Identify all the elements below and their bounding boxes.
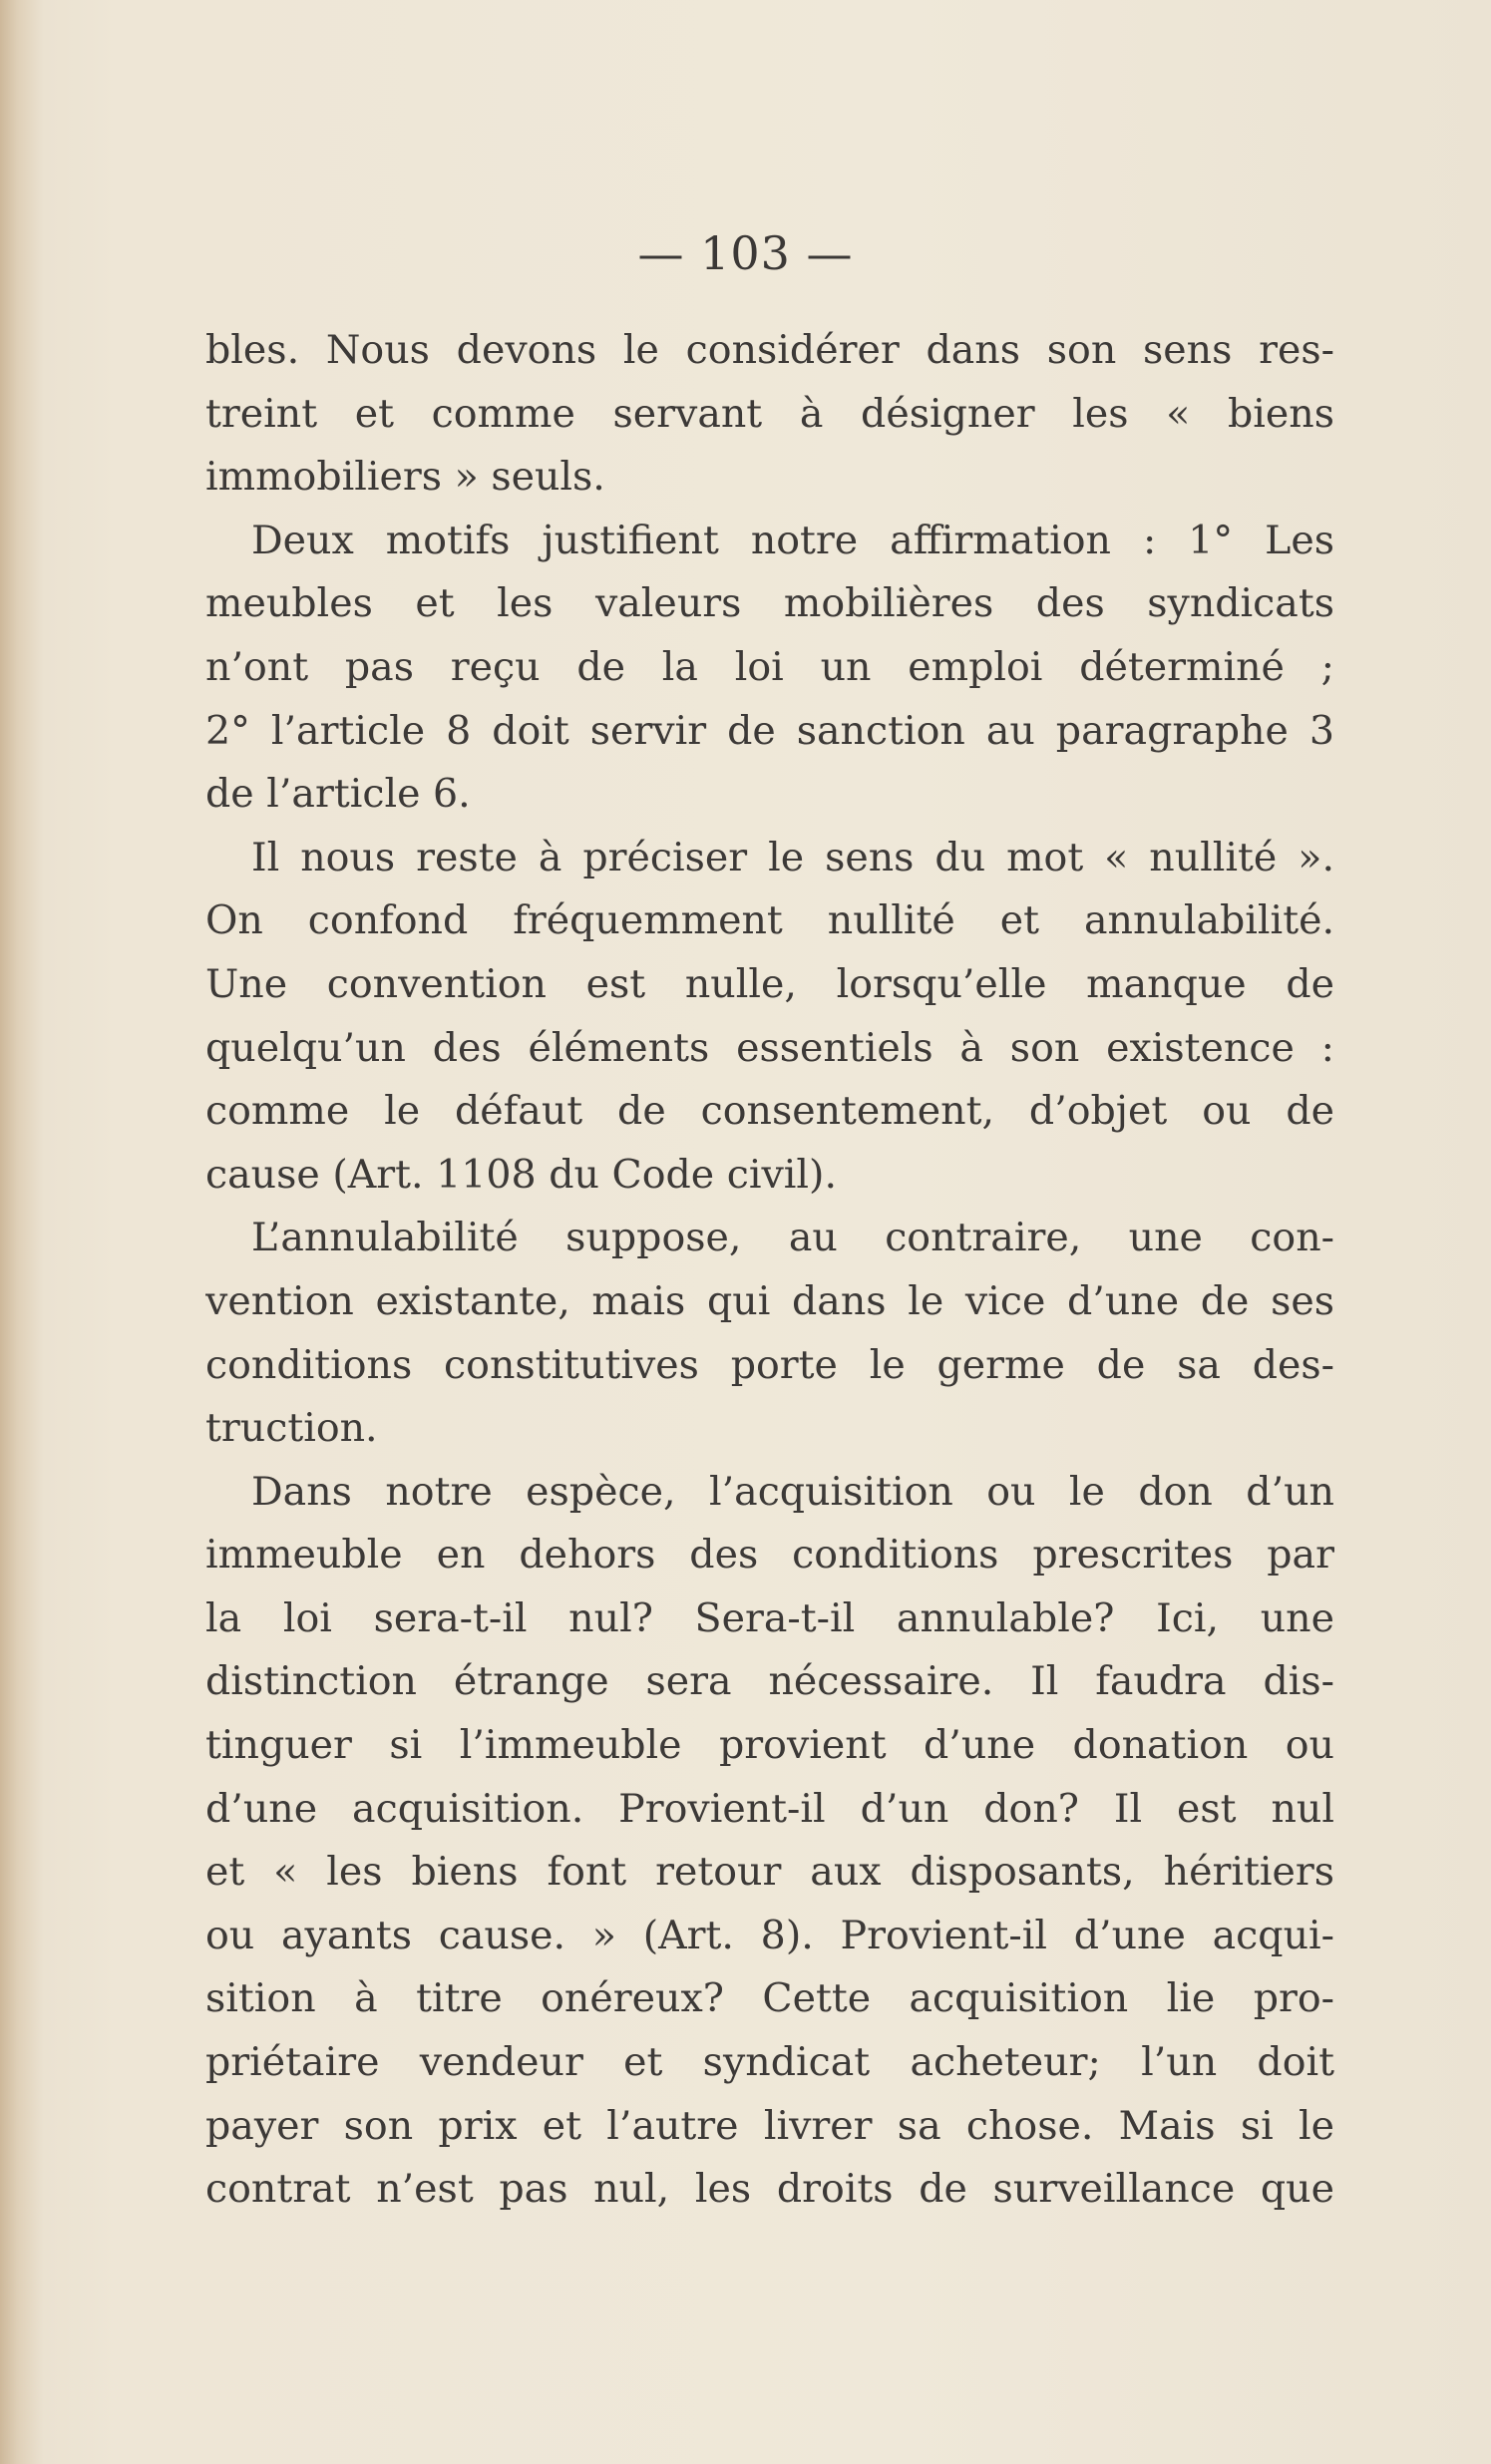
text-line: de l’article 6. [205, 771, 471, 818]
text-line: conditions constitutives porte le germe de sa des- [205, 1341, 1334, 1388]
text-line: cause (Art. 1108 du Code civil). [205, 1151, 838, 1198]
text-line: Une convention est nulle, lorsqu’elle manque de [205, 960, 1334, 1007]
text-line: meubles et les valeurs mobilières des syndicats [205, 580, 1334, 627]
text-line: tinguer si l’immeuble provient d’une donation ou [205, 1722, 1334, 1769]
text-line: treint et comme servant à désigner les « biens [205, 390, 1334, 437]
text-line: d’une acquisition. Provient-il d’un don? Il est nul [205, 1785, 1334, 1832]
text-line: payer son prix et l’autre livrer sa chose. Mais si le [205, 2102, 1334, 2149]
page-number: — 103 — [637, 226, 854, 280]
text-line: comme le défaut de consentement, d’objet ou de [205, 1088, 1334, 1135]
text-line: sition à titre onéreux? Cette acquisition lie pro- [205, 1975, 1334, 2022]
text-line: distinction étrange sera nécessaire. Il faudra dis- [205, 1658, 1334, 1705]
text-line: Il nous reste à préciser le sens du mot « nullité ». [251, 834, 1334, 880]
text-line: 2° l’article 8 doit servir de sanction au paragraphe 3 [205, 707, 1334, 754]
text-line: vention existante, mais qui dans le vice d’une de ses [205, 1277, 1334, 1324]
text-line: n’ont pas reçu de la loi un emploi déterminé ; [205, 643, 1334, 690]
text-line: truction. [205, 1405, 378, 1452]
text-line: On confond fréquemment nullité et annulabilité. [205, 897, 1334, 944]
text-line: priétaire vendeur et syndicat acheteur; l’un doit [205, 2039, 1334, 2086]
text-line: L’annulabilité suppose, au contraire, une con- [251, 1215, 1334, 1261]
text-line: la loi sera-t-il nul? Sera-t-il annulable? Ici, une [205, 1594, 1334, 1641]
text-line: immeuble en dehors des conditions prescrites par [205, 1532, 1334, 1579]
text-line: Dans notre espèce, l’acquisition ou le don d’un [251, 1468, 1334, 1515]
text-line: immobiliers » seuls. [205, 454, 605, 501]
text-line: bles. Nous devons le considérer dans son sens res- [205, 327, 1334, 373]
text-line: quelqu’un des éléments essentiels à son existence : [205, 1024, 1334, 1071]
text-line: et « les biens font retour aux disposants, héritiers [205, 1849, 1334, 1896]
text-line: contrat n’est pas nul, les droits de surveillance que [205, 2166, 1334, 2213]
text-line: Deux motifs justifient notre affirmation : 1° Les [251, 517, 1334, 563]
text-line: ou ayants cause. » (Art. 8). Provient-il d’une acqui- [205, 1912, 1334, 1958]
body-text [205, 319, 1334, 2222]
